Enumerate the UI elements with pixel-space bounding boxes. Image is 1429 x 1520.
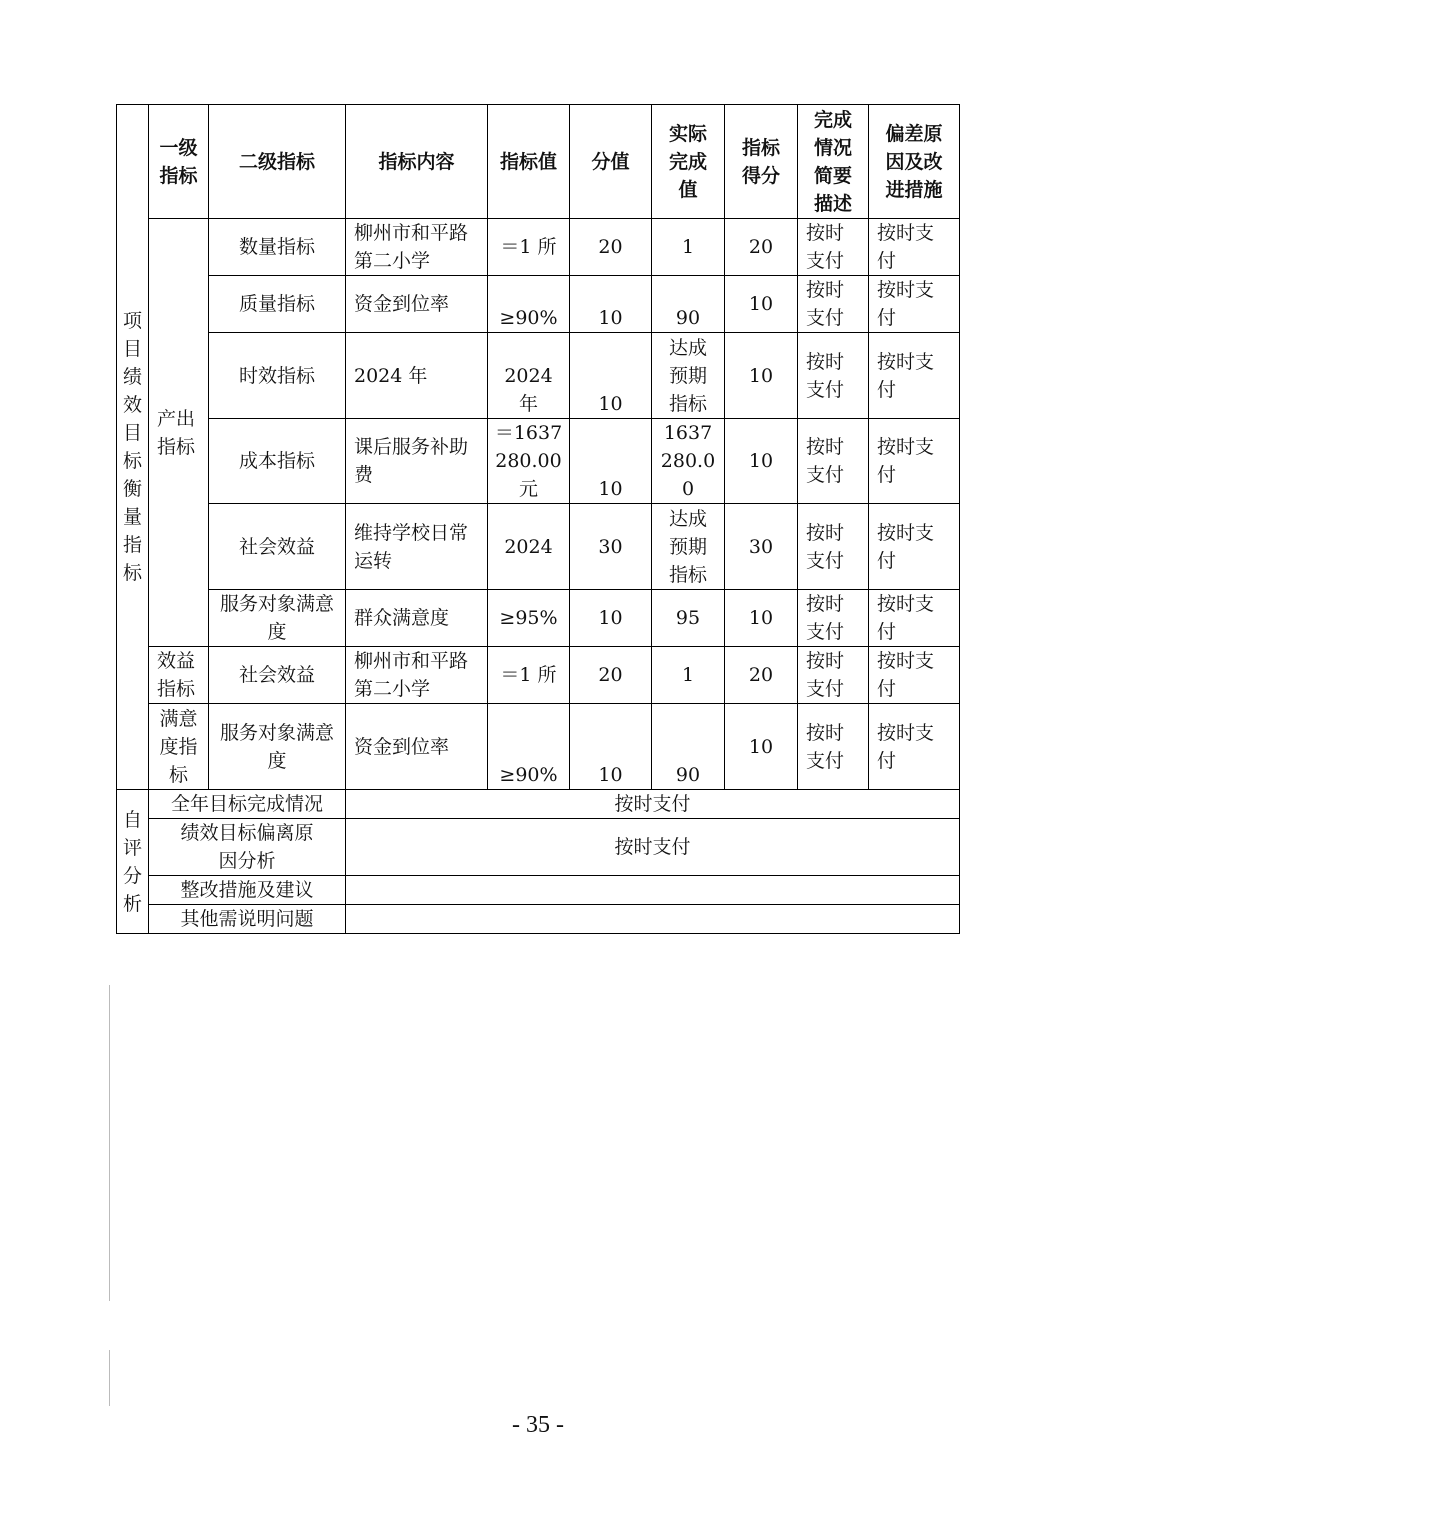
table-row xyxy=(117,704,960,790)
cell-completion: 按时支付 xyxy=(798,219,869,276)
group-benefit: 效益指标 xyxy=(149,647,209,704)
cell-completion: 按时支付 xyxy=(798,704,869,790)
self-eval-value xyxy=(346,905,960,934)
cell-target: ≥90% xyxy=(488,704,570,790)
cell-level2: 时效指标 xyxy=(209,333,346,419)
header-deviation: 偏差原因及改进措施 xyxy=(869,105,960,219)
cell-actual: 90 xyxy=(652,276,725,333)
cell-completion: 按时支付 xyxy=(798,647,869,704)
self-eval-value: 按时支付 xyxy=(346,790,960,819)
table-row xyxy=(117,504,960,590)
cell-completion: 按时支付 xyxy=(798,504,869,590)
cell-score-value: 20 xyxy=(570,647,652,704)
cell-score: 30 xyxy=(725,504,798,590)
cell-score-value: 20 xyxy=(570,219,652,276)
header-content: 指标内容 xyxy=(346,105,488,219)
header-actual: 实际完成值 xyxy=(652,105,725,219)
cell-actual: 达成预期指标 xyxy=(652,333,725,419)
cell-score: 20 xyxy=(725,219,798,276)
header-score-value: 分值 xyxy=(570,105,652,219)
page-number: - 35 - xyxy=(512,1412,564,1438)
cell-score-value: 30 xyxy=(570,504,652,590)
self-eval-row xyxy=(117,905,960,934)
cell-score: 10 xyxy=(725,419,798,504)
table-row xyxy=(117,219,960,276)
table-row xyxy=(117,590,960,647)
cell-target: ＝1 所 xyxy=(488,647,570,704)
cell-score-value: 10 xyxy=(570,276,652,333)
group-satisfaction: 满意度指标 xyxy=(149,704,209,790)
header-score: 指标得分 xyxy=(725,105,798,219)
self-eval-label: 全年目标完成情况 xyxy=(149,790,346,819)
header-target: 指标值 xyxy=(488,105,570,219)
side-label-self-eval: 自 评 分 析 xyxy=(117,790,149,934)
table-row xyxy=(117,276,960,333)
self-eval-row xyxy=(117,790,960,819)
self-eval-label: 其他需说明问题 xyxy=(149,905,346,934)
cell-level2: 成本指标 xyxy=(209,419,346,504)
cell-content: 群众满意度 xyxy=(346,590,488,647)
cell-content: 资金到位率 xyxy=(346,276,488,333)
cell-deviation: 按时支付 xyxy=(869,333,960,419)
cell-target: ＝1 所 xyxy=(488,219,570,276)
table-row xyxy=(117,333,960,419)
cell-level2: 服务对象满意度 xyxy=(209,704,346,790)
cell-target: ≥95% xyxy=(488,590,570,647)
self-eval-value xyxy=(346,876,960,905)
cell-score-value: 10 xyxy=(570,590,652,647)
cell-completion: 按时支付 xyxy=(798,333,869,419)
cell-deviation: 按时支付 xyxy=(869,219,960,276)
header-completion: 完成情况简要描述 xyxy=(798,105,869,219)
group-output: 产出指标 xyxy=(149,219,209,647)
cell-level2: 社会效益 xyxy=(209,504,346,590)
header-level1: 一级指标 xyxy=(149,105,209,219)
cell-actual: 达成预期指标 xyxy=(652,504,725,590)
cell-content: 柳州市和平路第二小学 xyxy=(346,647,488,704)
cell-actual: 1637280.00 xyxy=(652,419,725,504)
cell-level2: 社会效益 xyxy=(209,647,346,704)
cell-content: 柳州市和平路第二小学 xyxy=(346,219,488,276)
cell-target: 2024 xyxy=(488,504,570,590)
cell-actual: 90 xyxy=(652,704,725,790)
self-eval-label: 绩效目标偏离原因分析 xyxy=(149,819,346,876)
cell-score: 20 xyxy=(725,647,798,704)
table-row xyxy=(117,419,960,504)
cell-score-value: 10 xyxy=(570,333,652,419)
table-row xyxy=(117,647,960,704)
cell-content: 维持学校日常运转 xyxy=(346,504,488,590)
cell-score: 10 xyxy=(725,276,798,333)
cell-completion: 按时支付 xyxy=(798,276,869,333)
self-eval-label: 整改措施及建议 xyxy=(149,876,346,905)
cell-level2: 数量指标 xyxy=(209,219,346,276)
cell-content: 资金到位率 xyxy=(346,704,488,790)
cell-score: 10 xyxy=(725,333,798,419)
cell-deviation: 按时支付 xyxy=(869,647,960,704)
cell-content: 课后服务补助费 xyxy=(346,419,488,504)
self-eval-row xyxy=(117,876,960,905)
cell-actual: 95 xyxy=(652,590,725,647)
self-eval-value: 按时支付 xyxy=(346,819,960,876)
cell-level2: 服务对象满意度 xyxy=(209,590,346,647)
header-level2: 二级指标 xyxy=(209,105,346,219)
cell-score: 10 xyxy=(725,704,798,790)
cell-deviation: 按时支付 xyxy=(869,504,960,590)
cell-score: 10 xyxy=(725,590,798,647)
cell-deviation: 按时支付 xyxy=(869,704,960,790)
cell-deviation: 按时支付 xyxy=(869,590,960,647)
cell-deviation: 按时支付 xyxy=(869,276,960,333)
side-label-goal-indicators: 项 目 绩 效 目 标 衡 量 指 标 xyxy=(117,105,149,790)
cell-score-value: 10 xyxy=(570,419,652,504)
cell-content: 2024 年 xyxy=(346,333,488,419)
cell-target: ≥90% xyxy=(488,276,570,333)
cell-target: ＝1637280.00 元 xyxy=(488,419,570,504)
header-row xyxy=(117,105,960,219)
cell-actual: 1 xyxy=(652,219,725,276)
self-eval-row xyxy=(117,819,960,876)
cell-deviation: 按时支付 xyxy=(869,419,960,504)
cell-score-value: 10 xyxy=(570,704,652,790)
cell-actual: 1 xyxy=(652,647,725,704)
margin-rule xyxy=(109,1350,110,1406)
performance-table xyxy=(116,104,960,934)
cell-completion: 按时支付 xyxy=(798,590,869,647)
cell-target: 2024 年 xyxy=(488,333,570,419)
cell-completion: 按时支付 xyxy=(798,419,869,504)
cell-level2: 质量指标 xyxy=(209,276,346,333)
margin-rule xyxy=(109,985,110,1301)
